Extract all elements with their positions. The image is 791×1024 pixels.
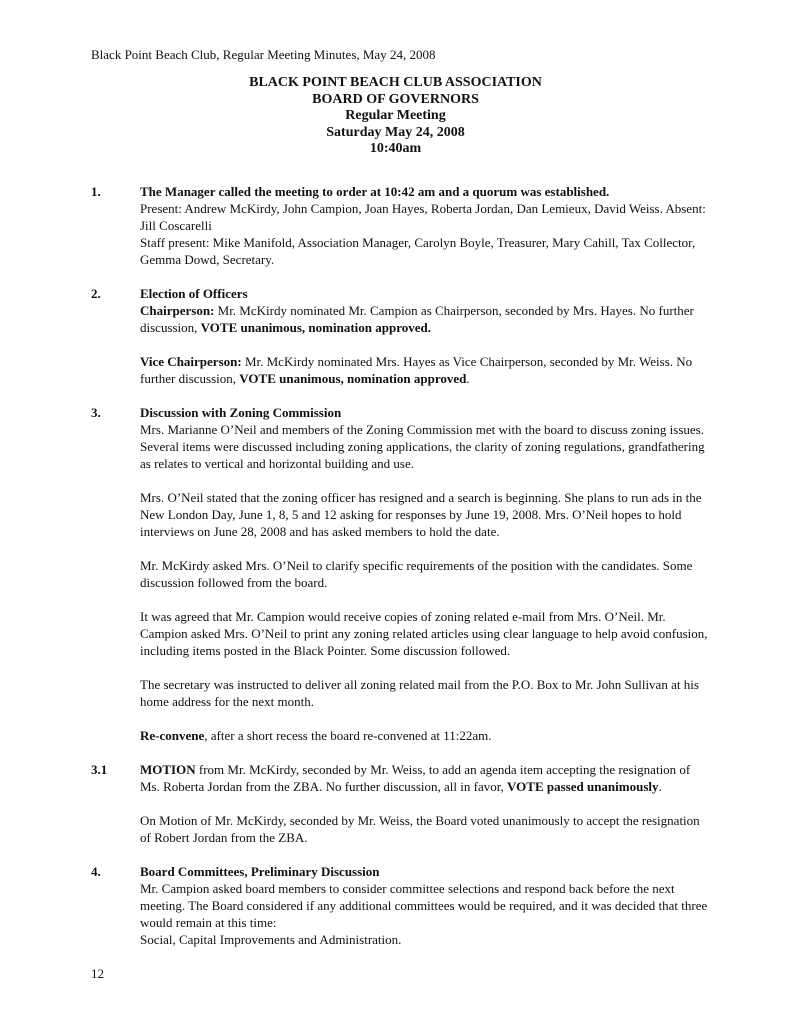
section-2 [91, 285, 711, 387]
section-1 [91, 183, 711, 268]
section-heading: Discussion with Zoning Commission [140, 405, 342, 420]
running-header: Black Point Beach Club, Regular Meeting Minutes, May 24, 2008 [91, 47, 436, 62]
title-organization: BLACK POINT BEACH CLUB ASSOCIATION [249, 75, 542, 90]
motion-paragraph [140, 761, 711, 795]
zoning-paragraph-1: Mrs. Marianne O’Neil and members of the Zoning Commission met with the board to discuss zoning issues. Several items were discussed including zoning applications, the clarity of zoning regulations, grandfathering as relates to vertical and horizontal building and use. [140, 422, 705, 471]
reconvene-label: Re-convene [140, 728, 205, 743]
vice-chairperson-label: Vice Chairperson: [140, 354, 242, 369]
motion-vote: VOTE passed unanimously [507, 779, 659, 794]
vice-chairperson-end: . [466, 371, 470, 386]
section-number: 3.1 [91, 762, 108, 777]
chairperson-label: Chairperson: [140, 303, 215, 318]
zoning-paragraph-5: The secretary was instructed to deliver all zoning related mail from the P.O. Box to Mr. John Sullivan at his home address for the next month. [140, 677, 699, 709]
reconvene-text: , after a short recess the board re-convened at 11:22am. [204, 728, 492, 743]
vice-chairperson-text: Mr. McKirdy nominated Mrs. Hayes as Vice Chairperson, seconded by Mr. Weiss. No further discussion, [140, 354, 693, 386]
motion-text: from Mr. McKirdy, seconded by Mr. Weiss, to add an agenda item accepting the resignation of Ms. Roberta Jordan from the ZBA. No further discussion, all in favor, [140, 762, 691, 794]
title-board: BOARD OF GOVERNORS [312, 91, 479, 107]
motion-end: . [658, 779, 662, 794]
section-number: 1. [91, 184, 101, 199]
title-date: Saturday May 24, 2008 [326, 124, 465, 140]
motion-label: MOTION [140, 762, 196, 777]
section-number: 2. [91, 286, 101, 301]
section-heading: The Manager called the meeting to order at 10:42 am and a quorum was established. [140, 184, 610, 199]
section-number: 4. [91, 864, 101, 879]
zoning-paragraph-2: Mrs. O’Neil stated that the zoning officer has resigned and a search is beginning. She plans to run ads in the New London Day, June 1, 8, 5 and 12 asking for responses by June 19, 2008. Mrs. O’Neil hopes to hold interviews on June 28, 2008 and has asked members to hold the date. [140, 490, 702, 539]
committees-paragraph: Mr. Campion asked board members to consider committee selections and respond back before the next meeting. The Board considered if any additional committees would be required, and it was decided that three would remain at this time: [140, 881, 708, 930]
document-title [0, 75, 791, 158]
title-meeting-type: Regular Meeting [345, 108, 446, 123]
section-number: 3. [91, 405, 101, 420]
section-heading: Board Committees, Preliminary Discussion [140, 864, 380, 879]
vice-chairperson-election [140, 353, 711, 387]
attendance-staff: Staff present: Mike Manifold, Association Manager, Carolyn Boyle, Treasurer, Mary Cahill, Tax Collector, Gemma Dowd, Secretary. [140, 235, 696, 267]
chairperson-vote: VOTE unanimous, nomination approved. [200, 320, 431, 335]
chairperson-election [140, 302, 711, 336]
section-3 [91, 404, 711, 744]
attendance-present: Present: Andrew McKirdy, John Campion, Joan Hayes, Roberta Jordan, Dan Lemieux, David Weiss. Absent: Jill Coscarelli [140, 201, 706, 233]
chairperson-text: Mr. McKirdy nominated Mr. Campion as Chairperson, seconded by Mrs. Hayes. No further discussion, [140, 303, 694, 335]
reconvene-paragraph [140, 727, 711, 744]
section-heading: Election of Officers [140, 286, 248, 301]
committees-list: Social, Capital Improvements and Administration. [140, 932, 402, 947]
section-3-1 [91, 761, 711, 846]
title-time: 10:40am [369, 141, 422, 156]
vice-chairperson-vote: VOTE unanimous, nomination approved [239, 371, 467, 386]
minutes-body [91, 183, 711, 965]
resignation-paragraph: On Motion of Mr. McKirdy, seconded by Mr. Weiss, the Board voted unanimously to accept the resignation of Robert Jordan from the ZBA. [140, 813, 700, 845]
page-number: 12 [91, 966, 104, 981]
section-4 [91, 863, 711, 948]
zoning-paragraph-4: It was agreed that Mr. Campion would receive copies of zoning related e-mail from Mrs. O’Neil. Mr. Campion asked Mrs. O’Neil to print any zoning related articles using clear language to help avoid confusion, including items posted in the Black Pointer. Some discussion followed. [140, 609, 708, 658]
zoning-paragraph-3: Mr. McKirdy asked Mrs. O’Neil to clarify specific requirements of the position with the candidates. Some discussion followed from the board. [140, 558, 693, 590]
